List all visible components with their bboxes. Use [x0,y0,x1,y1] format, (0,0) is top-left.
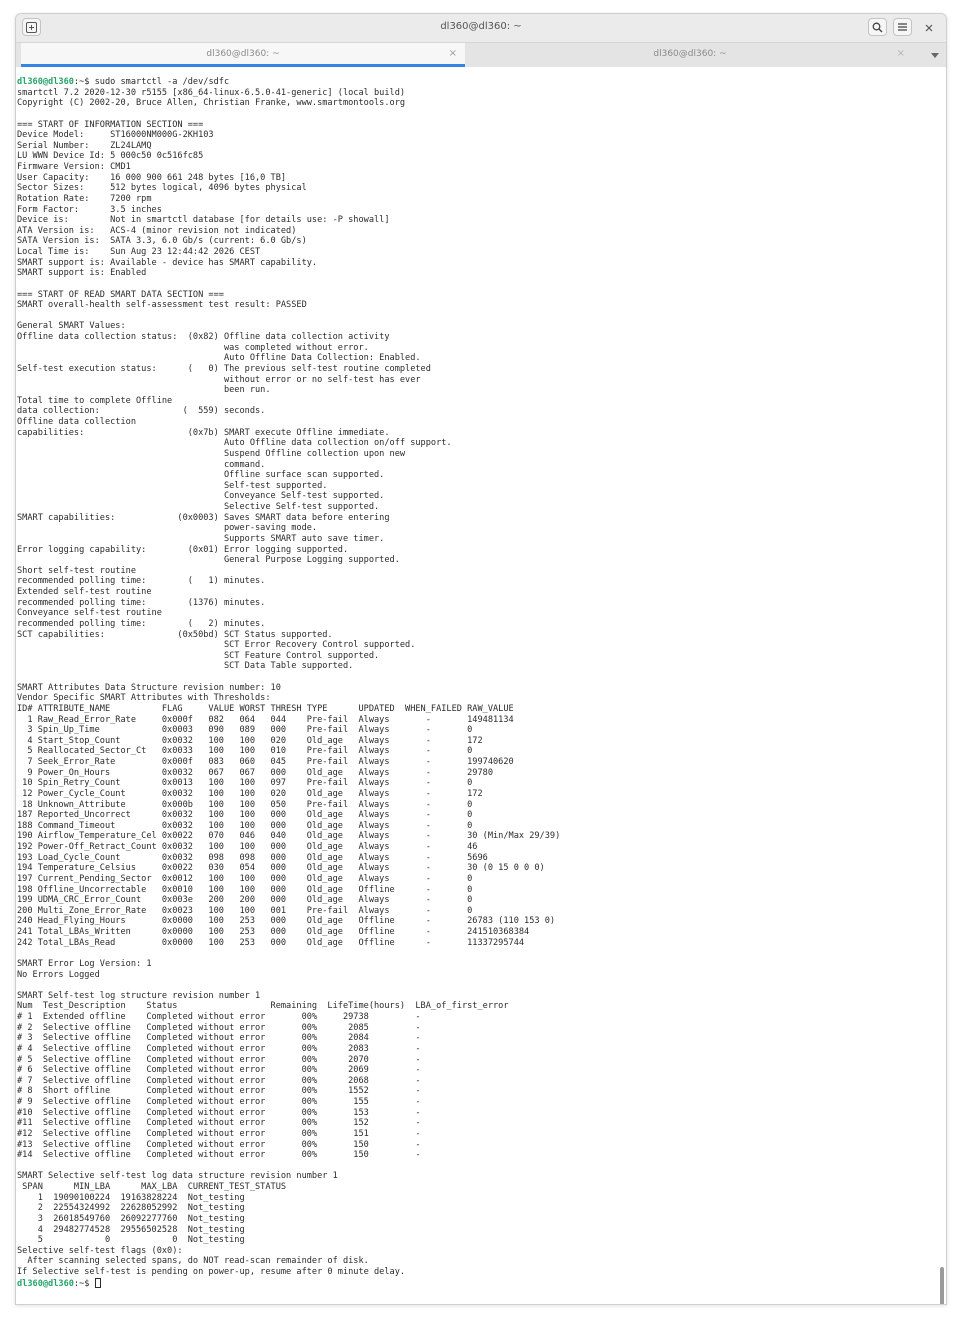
close-icon [925,24,933,32]
terminal-window [15,13,947,1305]
tab-label: dl360@dl360: ~ [653,49,727,59]
tab-1[interactable] [21,43,465,67]
text-cursor [95,1278,101,1288]
prompt-path: :~$ [73,77,90,87]
prompt-user-host: dl360@dl360 [17,77,74,87]
hamburger-menu-icon [897,22,908,32]
tab-close-icon[interactable]: × [896,48,905,59]
tab-close-icon[interactable]: × [448,48,457,59]
search-button[interactable] [868,18,887,36]
prompt-path: :~$ [73,1278,95,1289]
window-close-button[interactable] [921,20,937,36]
menu-button[interactable] [893,18,912,36]
tab-2[interactable] [467,43,913,67]
terminal-output [17,77,932,1289]
tab-bar [16,43,946,67]
scrollbar[interactable] [940,1267,944,1305]
command-text: sudo smartctl -a /dev/sdfc [89,77,230,87]
tab-label: dl360@dl360: ~ [206,49,280,59]
terminal-view[interactable] [16,67,946,1304]
command-output: smartctl 7.2 2020-12-30 r5155 [x86_64-linux-6.5.0-41-generic] (local build) Copyright (C) 2002-20, Bruce Allen, Christian Franke, www.smartmontools.org === START OF INFORMATION SECTION === Device Model: ST16000NM000G-2KH103 Serial Number: ZL24LAMQ LU WWN Device Id: 5 000c50 0c516fc85 Firmware Version: CMD1 User Capacity: 16 000 900 661 248 bytes [16,0 TB] Sector Sizes: 512 bytes logical, 4096 bytes physical Rotation Rate: 7200 rpm Form Factor: 3.5 inches Device is: Not in smartctl database [for details use: -P showall] ATA Version is: ACS-4 (minor revision not indicated) SATA Version is: SATA 3.3, 6.0 Gb/s (current: 6.0 Gb/s) Local Time is: Sun Aug 23 12:44:42 2026 CEST SMART support is: Available - device has SMART capability. SMART support is: Enabled === START OF READ SMART DATA SECTION === SMART overall-health self-assessment test result: PASSED General SMART Values: Offline data collection status: (0x82) Offline data collection activity was completed without error. Auto Offline Data Collection: Enabled. Self-test execution status: ( 0) The previous self-test routine completed without error or no self-test has ever been run. Total time to complete Offline data collection: ( 559) seconds. Offline data collection capabilities: (0x7b) SMART execute Offline immediate. Auto Offline data collection on/off support. Suspend Offline collection upon new command. Offline surface scan supported. Self-test supported. Conveyance Self-test supported. Selective Self-test supported. SMART capabilities: (0x0003) Saves SMART data before entering power-saving mode. Supports SMART auto save timer. Error logging capability: (0x01) Error logging supported. General Purpose Logging supported. Short self-test routine recommended polling time: ( 1) minutes. Extended self-test routine recommended polling time: (1376) minutes. Conveyance self-test routine recommended polling time: ( 2) minutes. SCT capabilities: (0x50bd) SCT Status supported. SCT Error Recovery Control supported. SCT Feature Control supported. SCT Data Table supported. SMART Attributes Data Structure revision number: 10 Vendor Specific SMART Attributes with Thresholds: ID# ATTRIBUTE_NAME FLAG VALUE WORST THRESH TYPE UPDATED WHEN_FAILED RAW_VALUE 1 Raw_Read_Error_Rate 0x000f 082 064 044 Pre-fail Always - 149481134 3 Spin_Up_Time 0x0003 090 089 000 Pre-fail Always - 0 4 Start_Stop_Count 0x0032 100 100 020 Old_age Always - 172 5 Reallocated_Sector_Ct 0x0033 100 100 010 Pre-fail Always - 0 7 Seek_Error_Rate 0x000f 083 060 045 Pre-fail Always - 199740620 9 Power_On_Hours 0x0032 067 067 000 Old_age Always - 29780 10 Spin_Retry_Count 0x0013 100 100 097 Pre-fail Always - 0 12 Power_Cycle_Count 0x0032 100 100 020 Old_age Always - 172 18 Unknown_Attribute 0x000b 100 100 050 Pre-fail Always - 0 187 Reported_Uncorrect 0x0032 100 100 000 Old_age Always - 0 188 Command_Timeout 0x0032 100 100 000 Old_age Always - 0 190 Airflow_Temperature_Cel 0x0022 070 046 040 Old_age Always - 30 (Min/Max 29/39) 192 Power-Off_Retract_Count 0x0032 100 100 000 Old_age Always - 46 193 Load_Cycle_Count 0x0032 098 098 000 Old_age Always - 5696 194 Temperature_Celsius 0x0022 030 054 000 Old_age Always - 30 (0 15 0 0 0) 197 Current_Pending_Sector 0x0012 100 100 000 Old_age Always - 0 198 Offline_Uncorrectable 0x0010 100 100 000 Old_age Offline - 0 199 UDMA_CRC_Error_Count 0x003e 200 200 000 Old_age Always - 0 200 Multi_Zone_Error_Rate 0x0023 100 100 001 Pre-fail Always - 0 240 Head_Flying_Hours 0x0000 100 253 000 Old_age Offline - 26783 (110 153 0) 241 Total_LBAs_Written 0x0000 100 253 000 Old_age Offline - 241510368384 242 Total_LBAs_Read 0x0000 100 253 000 Old_age Offline - 11337295744 SMART Error Log Version: 1 No Errors Logged SMART Self-test log structure revision number 1 Num Test_Description Status Remaining LifeTime(hours) LBA_of_first_error # 1 Extended offline Completed without error 00% 29738 - # 2 Selective offline Completed without error 00% 2085 - # 3 Selective offline Completed without error 00% 2084 - # 4 Selective offline Completed without error 00% 2083 - # 5 Selective offline Completed without error 00% 2070 - # 6 Selective offline Completed without error 00% 2069 - # 7 Selective offline Completed without error 00% 2068 - # 8 Short offline Completed without error 00% 1552 - # 9 Selective offline Completed without error 00% 155 - #10 Selective offline Completed without error 00% 153 - #11 Selective offline Completed without error 00% 152 - #12 Selective offline Completed without error 00% 151 - #13 Selective offline Completed without error 00% 150 - #14 Selective offline Completed without error 00% 150 - SMART Selective self-test log data structure revision number 1 SPAN MIN_LBA MAX_LBA CURRENT_TEST_STATUS 1 19090100224 19163828224 Not_testing 2 22554324992 22628052992 Not_testing 3 26018549760 26092277760 Not_testing 4 29482774528 29556502528 Not_testing 5 0 0 Not_testing Selective self-test flags (0x0): After scanning selected spans, do NOT read-scan remainder of disk. If Selective self-test is pending on power-up, resume after 0 minute delay. [17,87,561,1277]
prompt-user-host: dl360@dl360 [17,1278,74,1289]
search-icon [872,22,883,33]
tabs-dropdown-button[interactable] [925,43,945,67]
chevron-down-icon [931,53,939,58]
window-title: dl360@dl360: ~ [440,21,522,32]
header-bar [16,14,946,43]
